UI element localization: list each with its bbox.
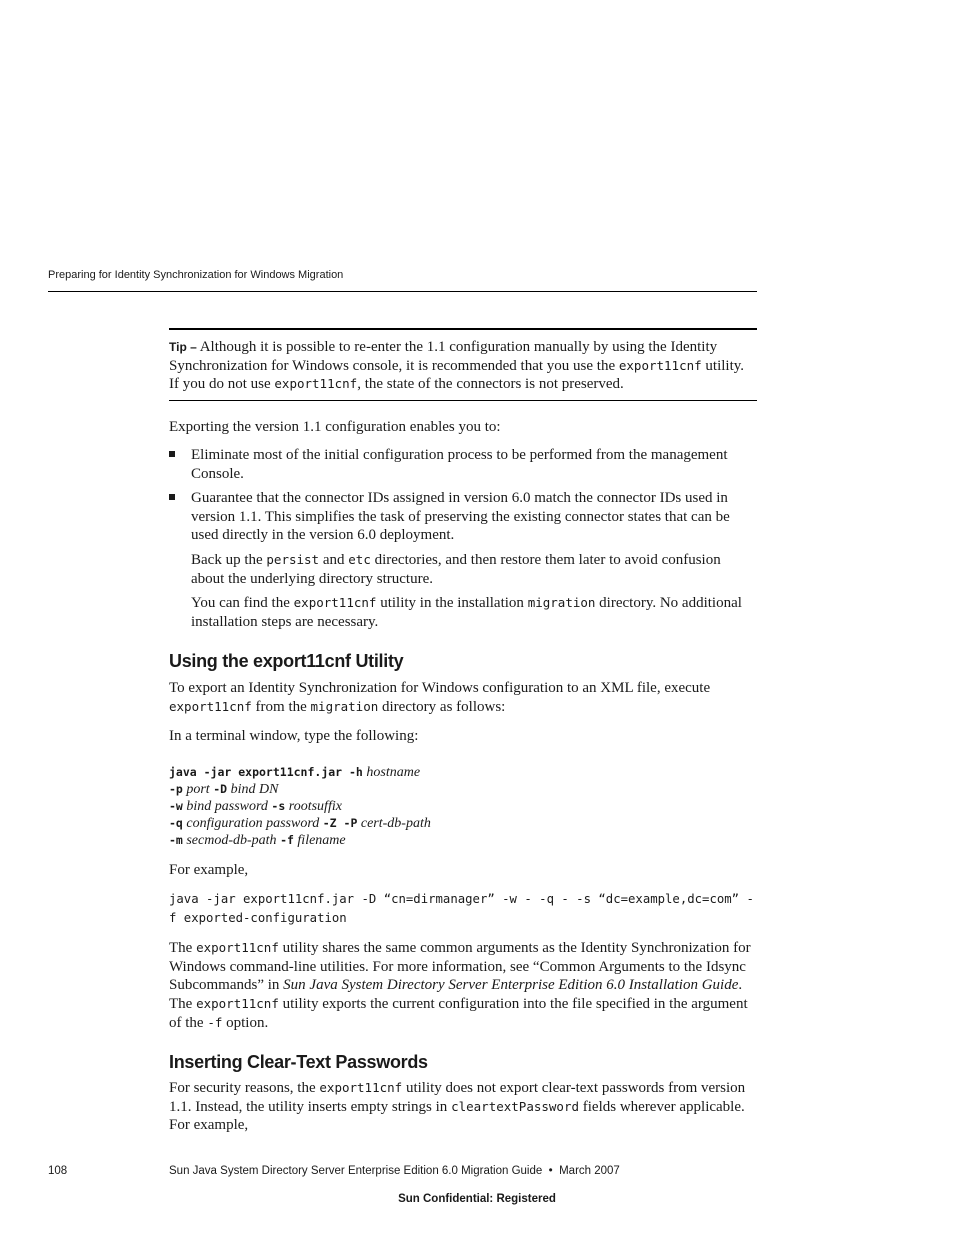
section1-paragraph	[169, 679, 757, 716]
text-part: directories, and then restore them later to avoid confusion about the underlying directory structure.	[191, 552, 721, 587]
section1-description	[169, 939, 757, 1033]
terminal-instruction: In a terminal window, type the following:	[169, 728, 419, 744]
running-header: Preparing for Identity Synchronization for Windows Migration	[48, 269, 344, 281]
footer-separator: •	[548, 1165, 553, 1177]
inline-code: persist	[266, 552, 320, 567]
text-part: utility in the installation	[376, 595, 528, 611]
text-part: utility shares the same common arguments as the Identity Synchronization for Windows command-line utilities. For more information, see “Common Arguments to the Idsync Subcommands” in	[169, 940, 751, 994]
code-variable: bind password	[186, 799, 268, 814]
for-example-label: For example,	[169, 862, 249, 878]
bullet-item: Eliminate most of the initial configuration process to be performed from the management Console.	[191, 447, 728, 482]
header-rule	[48, 291, 757, 292]
text-part: utility does not export clear-text passwords from version 1.1. Instead, the utility inserts empty strings in	[169, 1080, 746, 1115]
code-variable: port	[186, 782, 210, 797]
code-keyword: -D	[213, 782, 228, 796]
footer-date: March 2007	[559, 1165, 620, 1177]
code-variable: filename	[297, 833, 346, 848]
confidential-notice: Sun Confidential: Registered	[398, 1193, 556, 1205]
code-keyword: -s	[271, 799, 286, 813]
inline-code: cleartextPassword	[451, 1098, 579, 1114]
page-number: 108	[48, 1165, 68, 1177]
inline-code: -f	[207, 1014, 223, 1030]
text-part: utility exports the current configuration into the file specified in the argument of the	[169, 996, 748, 1031]
inline-code: export11cnf	[319, 1080, 403, 1095]
tip-code: export11cnf	[618, 357, 702, 373]
bullet-subparagraph	[191, 551, 757, 588]
code-keyword: -q	[169, 816, 183, 830]
code-keyword: -f	[280, 833, 294, 847]
syntax-line	[169, 781, 278, 798]
text-part: You can find the	[191, 595, 294, 611]
inline-code: export11cnf	[196, 940, 279, 955]
code-keyword: -m	[169, 833, 183, 847]
book-title: Sun Java System Directory Server Enterprise Edition 6.0 Migration Guide	[169, 1165, 543, 1177]
syntax-line	[169, 815, 431, 832]
tip-code: export11cnf	[274, 376, 358, 392]
text-part: Back up the	[191, 552, 267, 568]
code-variable: bind DN	[230, 782, 279, 797]
text-part: fields wherever applicable. For example,	[169, 1098, 745, 1134]
text-part: from the	[251, 698, 311, 715]
code-keyword: -w	[169, 799, 183, 813]
intro-paragraph: Exporting the version 1.1 configuration enables you to:	[169, 419, 501, 435]
text-part: . The	[169, 977, 743, 1013]
section2-paragraph	[169, 1079, 757, 1135]
inline-code: migration	[310, 698, 379, 714]
text-part: and	[319, 552, 349, 568]
footer-book-title	[169, 1165, 620, 1177]
tip-box	[169, 328, 757, 401]
bullet-icon	[169, 451, 175, 457]
example-command: java -jar export11cnf.jar -D “cn=dirmanager” -w - -q - -s “dc=example,dc=com” -f exported-configuration	[169, 892, 754, 925]
syntax-line	[169, 798, 342, 815]
bullet-subparagraph	[191, 594, 757, 631]
text-part: For security reasons, the	[169, 1080, 320, 1096]
text-part: directory. No additional installation steps are necessary.	[191, 595, 742, 630]
bullet-item: Guarantee that the connector IDs assigned in version 6.0 match the connector IDs used in version 1.1. This simplifies the task of preserving the existing connector states that can be used directly in the version 6.0 deployment.	[191, 490, 730, 544]
text-part: option.	[222, 1014, 269, 1031]
bullet-icon	[169, 494, 175, 500]
tip-text	[169, 338, 757, 394]
code-variable: rootsuffix	[288, 799, 342, 814]
section-heading-clear-text-passwords: Inserting Clear-Text Passwords	[169, 1052, 428, 1072]
inline-code: export11cnf	[169, 698, 252, 714]
code-keyword: java -jar export11cnf.jar -h	[169, 765, 363, 779]
code-variable: cert-db-path	[360, 816, 431, 831]
text-part: To export an Identity Synchronization for Windows configuration to an XML file, execute	[169, 680, 711, 696]
syntax-line	[169, 832, 346, 849]
code-variable: secmod-db-path	[186, 833, 277, 848]
tip-text-part: utility. If you do not use	[169, 357, 745, 393]
inline-code: etc	[348, 552, 371, 567]
syntax-line	[169, 764, 420, 781]
code-keyword: -p	[169, 782, 183, 796]
inline-code: migration	[527, 595, 596, 610]
code-variable: hostname	[366, 765, 421, 780]
tip-label: Tip –	[169, 340, 197, 354]
inline-code: export11cnf	[196, 996, 279, 1012]
code-keyword: -Z -P	[322, 816, 358, 830]
text-part: The	[169, 940, 197, 956]
book-reference: Sun Java System Directory Server Enterprise Edition 6.0 Installation Guide	[283, 977, 739, 994]
section-heading-export11cnf: Using the export11cnf Utility	[169, 651, 404, 671]
tip-text-part: , the state of the connectors is not preserved.	[357, 376, 624, 393]
code-variable: configuration password	[186, 816, 320, 831]
text-part: directory as follows:	[378, 698, 506, 715]
tip-text-part: Although it is possible to re-enter the 1.1 configuration manually by using the Identity Synchronization for Windows console, it is recommended that you use the	[169, 339, 718, 374]
inline-code: export11cnf	[293, 595, 377, 610]
